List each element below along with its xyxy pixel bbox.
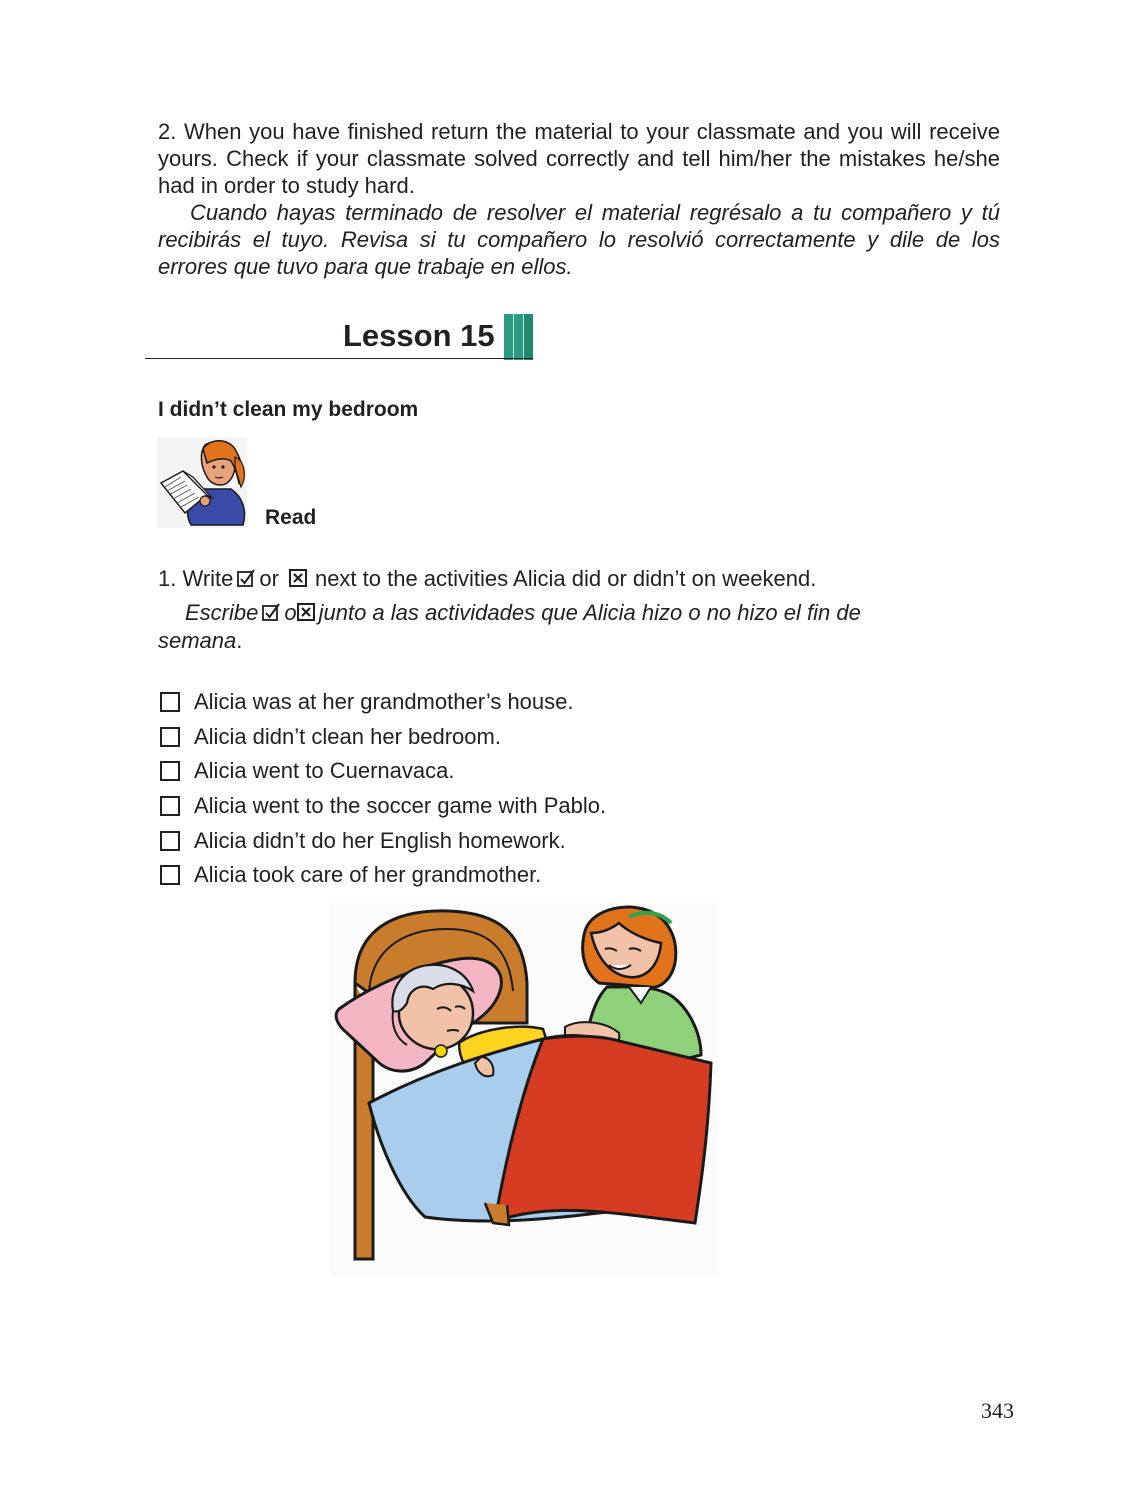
lesson-marker <box>504 314 533 360</box>
list-item <box>160 823 606 858</box>
instruction-english <box>158 565 816 592</box>
checkbox[interactable] <box>160 796 180 816</box>
activity-text: Alicia didn’t clean her bedroom. <box>194 723 501 749</box>
list-item <box>160 754 606 789</box>
activity-text: Alicia took care of her grandmother. <box>194 862 542 888</box>
instruction-es-text-rest: junto a las actividades que Alicia hizo o no hizo el fin de <box>318 600 861 625</box>
checkbox[interactable] <box>160 865 180 885</box>
instruction-es-o: o <box>284 600 297 625</box>
intro-paragraph: 2. When you have finished return the material to your classmate and you will receive yours. Check if your classmate solved correctly and tell him/her the mistakes he/she had in order to study hard. <box>158 119 1000 198</box>
activity-text: Alicia went to the soccer game with Pablo. <box>194 793 607 819</box>
list-item <box>160 720 606 755</box>
checkbox[interactable] <box>160 692 180 712</box>
list-item <box>160 685 606 720</box>
read-label: Read <box>265 506 317 529</box>
checkbox[interactable] <box>160 831 180 851</box>
lesson-subtitle: I didn’t clean my bedroom <box>158 398 419 421</box>
crossed-box-icon <box>297 603 315 621</box>
instruction-es-period: . <box>236 628 243 653</box>
instruction-spanish <box>158 599 1000 655</box>
list-item <box>160 858 606 893</box>
lesson-title: Lesson 15 <box>343 318 495 353</box>
reading-girl-icon <box>157 437 247 528</box>
activity-text: Alicia didn’t do her English homework. <box>194 827 566 853</box>
checkbox[interactable] <box>160 761 180 781</box>
checked-box-icon <box>237 569 255 587</box>
instruction-es-text: Escribe <box>185 600 259 625</box>
activity-checklist <box>160 685 606 893</box>
instruction-es-text-end: semana <box>158 628 237 653</box>
activity-text: Alicia went to Cuernavaca. <box>194 758 455 784</box>
page-number: 343 <box>981 1398 1014 1423</box>
instruction-text-rest: next to the activities Alicia did or didn’t on weekend. <box>314 566 817 591</box>
lesson-divider <box>145 358 533 359</box>
instruction-or: or <box>259 566 279 591</box>
list-item <box>160 789 606 824</box>
checked-box-icon <box>262 603 280 621</box>
instruction-text: 1. Write <box>158 566 234 591</box>
crossed-box-icon <box>289 569 307 587</box>
checkbox[interactable] <box>160 727 180 747</box>
grandmother-in-bed-illustration <box>329 903 718 1276</box>
intro-paragraph-spanish: Cuando hayas terminado de resolver el material regrésalo a tu compañero y tú recibirás el tuyo. Revisa si tu compañero lo resolvió correctamente y dile de los errores que tuvo para que trabaje en ellos. <box>158 200 1000 279</box>
activity-text: Alicia was at her grandmother’s house. <box>194 689 574 715</box>
